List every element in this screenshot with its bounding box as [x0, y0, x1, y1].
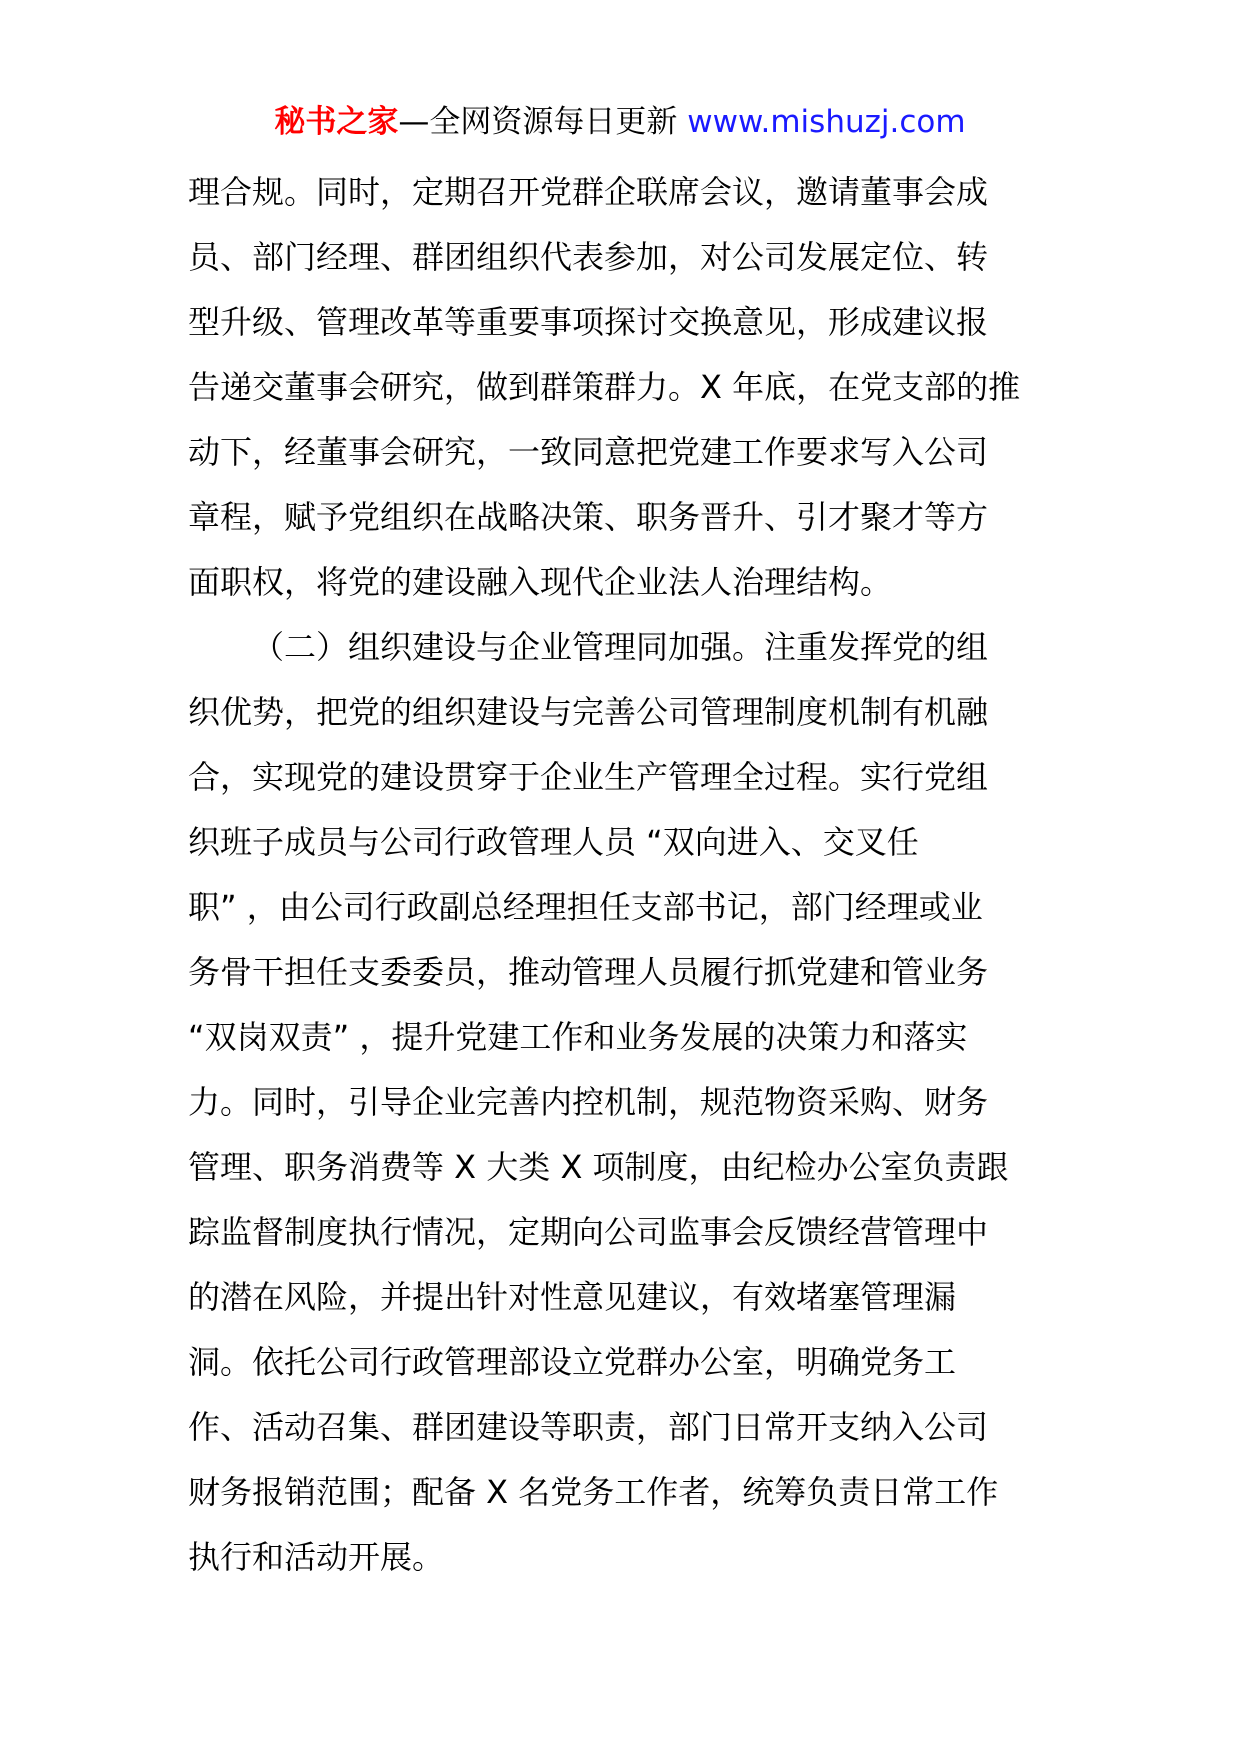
body-line: 动下，经董事会研究，一致同意把党建工作要求写入公司	[188, 433, 989, 471]
body-line: 型升级、管理改革等重要事项探讨交换意见，形成建议报	[188, 303, 989, 341]
body-line: 合，实现党的建设贯穿于企业生产管理全过程。实行党组	[188, 758, 989, 796]
body-line: 面职权，将党的建设融入现代企业法人治理结构。	[188, 563, 893, 601]
body-line: 作、活动召集、群团建设等职责，部门日常开支纳入公司	[188, 1408, 989, 1446]
section-heading-line: （二）组织建设与企业管理同加强。注重发挥党的组	[252, 628, 989, 666]
body-line: 踪监督制度执行情况，定期向公司监事会反馈经营管理中	[188, 1213, 989, 1251]
brand-name: 秘书之家	[274, 104, 399, 140]
body-line: 员、部门经理、群团组织代表参加，对公司发展定位、转	[188, 238, 989, 276]
body-line: 织班子成员与公司行政管理人员 “双向进入、交叉任	[188, 823, 919, 861]
body-line: 洞。依托公司行政管理部设立党群办公室，明确党务工	[188, 1343, 957, 1381]
header-tagline: —全网资源每日更新	[398, 104, 678, 140]
body-line: 章程，赋予党组织在战略决策、职务晋升、引才聚才等方	[188, 498, 989, 536]
body-line: 职” ，由公司行政副总经理担任支部书记，部门经理或业	[188, 888, 983, 926]
document-body	[188, 160, 1060, 1590]
body-line: 执行和活动开展。	[188, 1538, 445, 1576]
body-line: 的潜在风险，并提出针对性意见建议，有效堵塞管理漏	[188, 1278, 957, 1316]
page-header	[0, 100, 1240, 144]
body-line: 务骨干担任支委委员，推动管理人员履行抓党建和管业务	[188, 953, 989, 991]
body-line: 管理、职务消费等 X 大类 X 项制度，由纪检办公室负责跟	[188, 1148, 1009, 1186]
body-line: 理合规。同时，定期召开党群企联席会议，邀请董事会成	[188, 173, 989, 211]
body-line: 力。同时，引导企业完善内控机制，规范物资采购、财务	[188, 1083, 989, 1121]
body-line: 告递交董事会研究，做到群策群力。X 年底，在党支部的推	[188, 368, 1021, 406]
body-line: 织优势，把党的组织建设与完善公司管理制度机制有机融	[188, 693, 989, 731]
body-line: 财务报销范围；配备 X 名党务工作者，统筹负责日常工作	[188, 1473, 999, 1511]
body-line: “双岗双责” ，提升党建工作和业务发展的决策力和落实	[188, 1018, 968, 1056]
header-url[interactable]: www.mishuzj.com	[687, 104, 966, 140]
